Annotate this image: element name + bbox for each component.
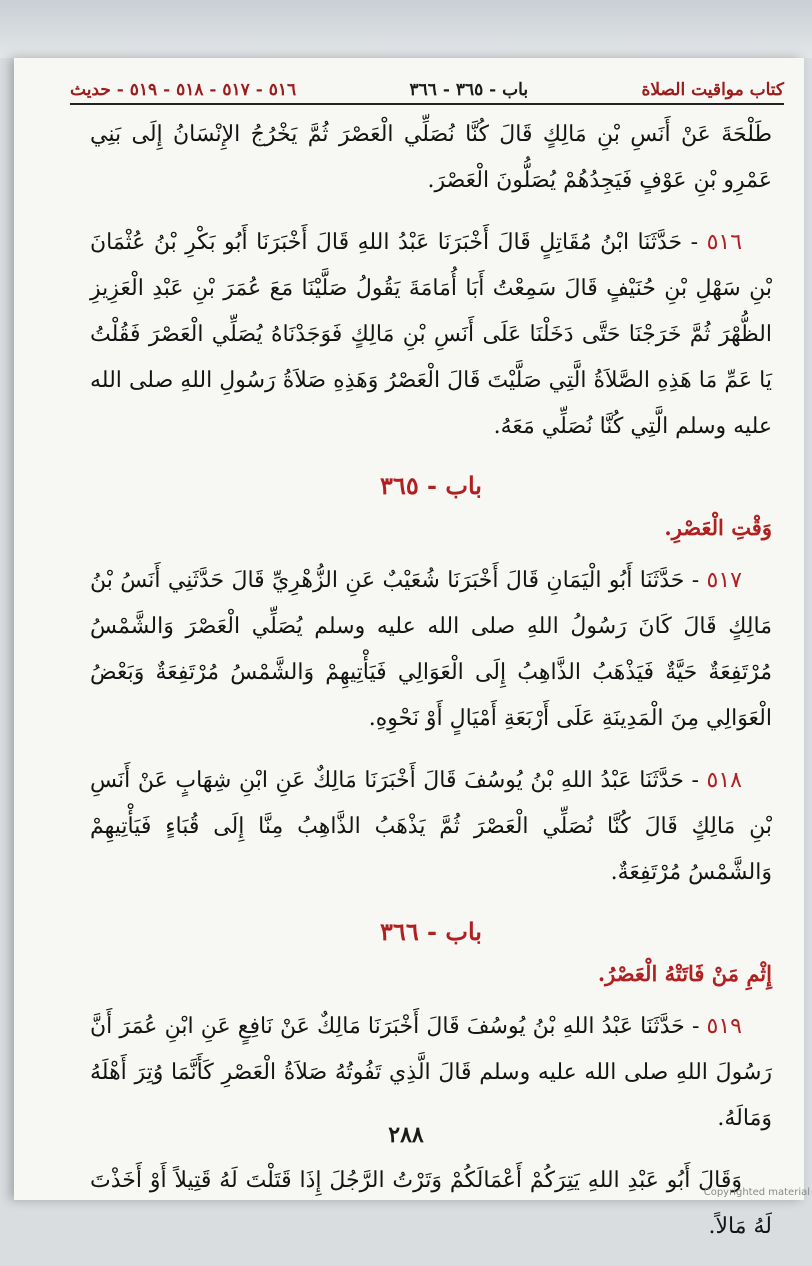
hadith-number: ٥١٩ bbox=[707, 1014, 742, 1039]
hadith-518 bbox=[90, 758, 772, 896]
hadith-number: ٥١٨ bbox=[707, 768, 742, 793]
hadith-number: ٥١٧ bbox=[707, 568, 742, 593]
hadith-number: ٥١٦ bbox=[707, 230, 742, 255]
running-header bbox=[70, 70, 784, 100]
page-body bbox=[90, 112, 772, 1266]
hadith-text: - حَدَّثَنَا ابْنُ مُقَاتِلٍ قَالَ أَخْبَرَنَا عَبْدُ اللهِ قَالَ أَخْبَرَنَا أَبُو بَكْرِ بْنُ عُثْمَانَ بْنِ سَهْلِ بْنِ حُنَيْفٍ قَالَ سَمِعْتُ أَبَا أُمَامَةَ يَقُولُ صَلَّيْنَا مَعَ عُمَرَ بْنِ عَبْدِ الْعَزِيزِ الظُّهْرَ ثُمَّ خَرَجْنَا حَتَّى دَخَلْنَا عَلَى أَنَسِ بْنِ مَالِكٍ فَوَجَدْنَاهُ يُصَلِّي الْعَصْرَ فَقُلْتُ يَا عَمِّ مَا هَذِهِ الصَّلاَةُ الَّتِي صَلَّيْتَ قَالَ الْعَصْرُ وَهَذِهِ صَلاَةُ رَسُولِ اللهِ صلى الله عليه وسلم الَّتِي كُنَّا نُصَلِّي مَعَهُ. bbox=[90, 230, 772, 439]
hadith-516 bbox=[90, 220, 772, 450]
chapter-range: باب - ٣٦٥ - ٣٦٦ bbox=[410, 80, 529, 100]
hadith-range: ٥١٦ - ٥١٧ - ٥١٨ - ٥١٩ - حديث bbox=[70, 80, 296, 100]
intro-paragraph: طَلْحَةَ عَنْ أَنَسِ بْنِ مَالِكٍ قَالَ كُنَّا نُصَلِّي الْعَصْرَ ثُمَّ يَخْرُجُ الإِنْسَانُ إِلَى بَنِي عَمْرِو بْنِ عَوْفٍ فَيَجِدُهُمْ يُصَلُّونَ الْعَصْرَ. bbox=[90, 112, 772, 204]
watermark: Copyrighted material bbox=[704, 1187, 810, 1198]
page-top-shadow bbox=[0, 0, 812, 58]
closing-paragraph: وَقَالَ أَبُو عَبْدِ اللهِ يَتِرَكُمْ أَعْمَالَكُمْ وَتَرْتُ الرَّجُلَ إِذَا قَتَلْتَ لَهُ قَتِيلاً أَوْ أَخَذْتَ لَهُ مَالاً. bbox=[90, 1158, 772, 1250]
header-rule bbox=[70, 103, 784, 105]
hadith-text: - حَدَّثَنَا عَبْدُ اللهِ بْنُ يُوسُفَ قَالَ أَخْبَرَنَا مَالِكٌ عَنِ ابْنِ شِهَابٍ عَنْ أَنَسِ بْنِ مَالِكٍ قَالَ كُنَّا نُصَلِّي الْعَصْرَ ثُمَّ يَذْهَبُ الذَّاهِبُ مِنَّا إِلَى قُبَاءٍ فَيَأْتِيهِمْ وَالشَّمْسُ مُرْتَفِعَةٌ. bbox=[90, 768, 772, 885]
chapter-heading-366: باب - ٣٦٦ bbox=[90, 912, 772, 952]
chapter-title-366: إِثْمِ مَنْ فَاتَتْهُ الْعَصْرُ. bbox=[90, 954, 772, 994]
hadith-text: - حَدَّثَنَا عَبْدُ اللهِ بْنُ يُوسُفَ قَالَ أَخْبَرَنَا مَالِكٌ عَنْ نَافِعٍ عَنِ ابْنِ عُمَرَ أَنَّ رَسُولَ اللهِ صلى الله عليه وسلم قَالَ الَّذِي تَفُوتُهُ صَلاَةُ الْعَصْرِ كَأَنَّمَا وُتِرَ أَهْلَهُ وَمَالَهُ. bbox=[90, 1014, 772, 1131]
hadith-text: - حَدَّثَنَا أَبُو الْيَمَانِ قَالَ أَخْبَرَنَا شُعَيْبٌ عَنِ الزُّهْرِيِّ قَالَ حَدَّثَنِي أَنَسُ بْنُ مَالِكٍ قَالَ كَانَ رَسُولُ اللهِ صلى الله عليه وسلم يُصَلِّي الْعَصْرَ وَالشَّمْسُ مُرْتَفِعَةٌ حَيَّةٌ فَيَذْهَبُ الذَّاهِبُ إِلَى الْعَوَالِي فَيَأْتِيهِمْ وَالشَّمْسُ مُرْتَفِعَةٌ وَبَعْضُ الْعَوَالِي مِنَ الْمَدِينَةِ عَلَى أَرْبَعَةِ أَمْيَالٍ أَوْ نَحْوِهِ. bbox=[90, 568, 772, 731]
book-title: كتاب مواقيت الصلاة bbox=[642, 80, 785, 100]
page-number: ٢٨٨ bbox=[0, 1122, 812, 1148]
hadith-517 bbox=[90, 558, 772, 742]
chapter-title-365: وَقْتِ الْعَصْرِ. bbox=[90, 508, 772, 548]
chapter-heading-365: باب - ٣٦٥ bbox=[90, 466, 772, 506]
